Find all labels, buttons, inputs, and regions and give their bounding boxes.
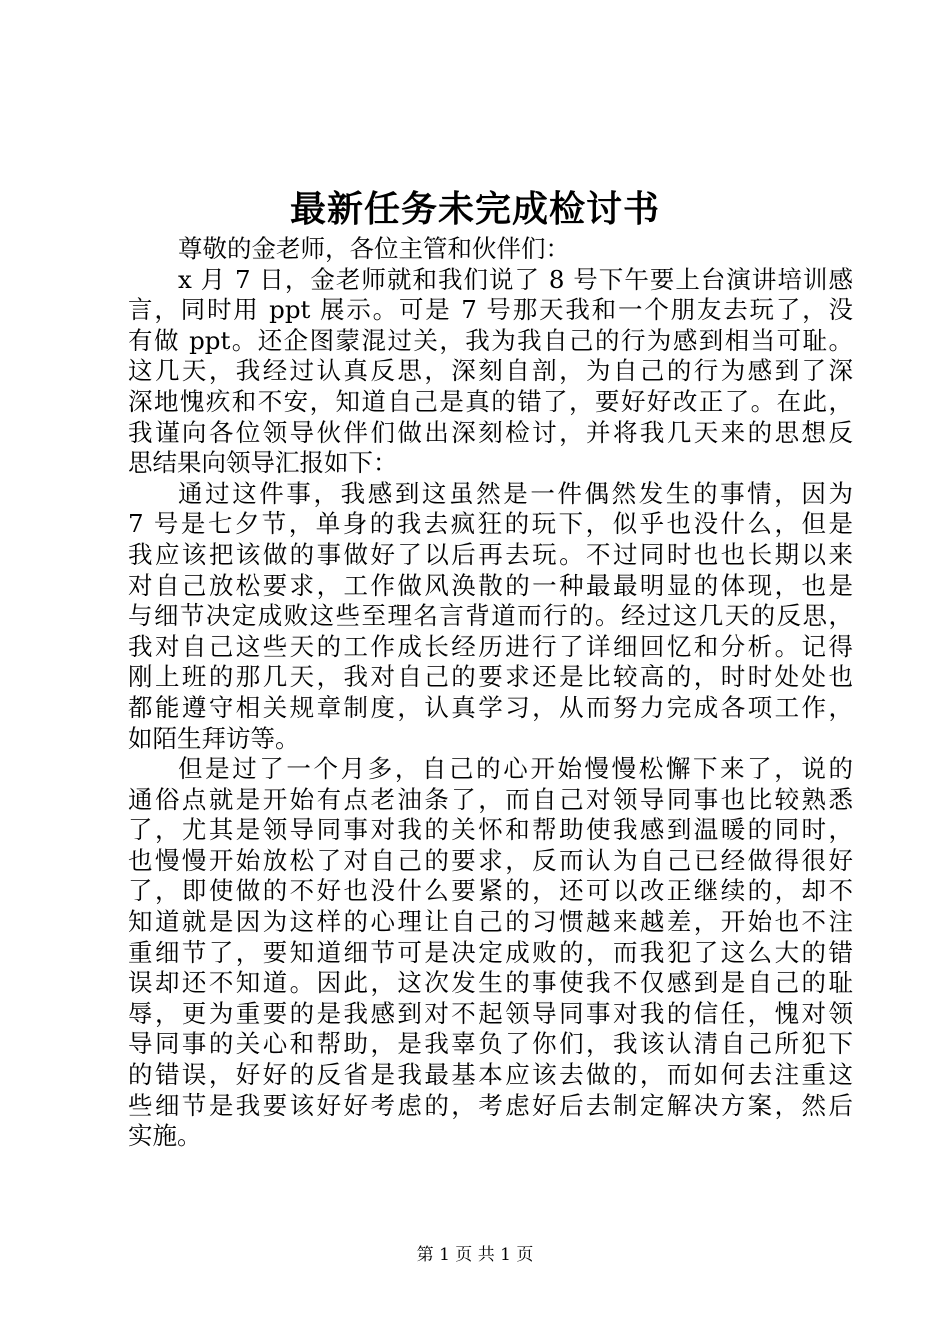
body-line: 知道就是因为这样的心理让自己的习惯越来越差，开始也不注: [128, 907, 853, 937]
body-line: 言，同时用 ppt 展示。可是 7 号那天我和一个朋友去玩了，没: [128, 295, 853, 325]
body-line: 了，尤其是领导同事对我的关怀和帮助使我感到温暖的同时，: [128, 815, 853, 845]
body-line: 我应该把该做的事做好了以后再去玩。不过同时也也长期以来: [128, 539, 853, 569]
body-line: 我对自己这些天的工作成长经历进行了详细回忆和分析。记得: [128, 631, 853, 661]
body-line: 也慢慢开始放松了对自己的要求，反而认为自己已经做得很好: [128, 845, 853, 875]
body-line: 深地愧疚和不安，知道自己是真的错了，要好好改正了。在此，: [128, 386, 853, 416]
document-title: 最新任务未完成检讨书: [289, 188, 660, 230]
body-line: 通俗点就是开始有点老油条了，而自己对领导同事也比较熟悉: [128, 784, 853, 814]
body-line: 但是过了一个月多，自己的心开始慢慢松懈下来了，说的: [178, 754, 853, 784]
body-line: 实施。: [128, 1121, 202, 1151]
body-line: 都能遵守相关规章制度，认真学习，从而努力完成各项工作，: [128, 692, 853, 722]
body-line: 通过这件事，我感到这虽然是一件偶然发生的事情，因为: [178, 478, 853, 508]
body-line: x 月 7 日，金老师就和我们说了 8 号下午要上台演讲培训感: [178, 264, 853, 294]
body-line: 对自己放松要求，工作做风涣散的一种最最明显的体现，也是: [128, 570, 853, 600]
body-line: 思结果向领导汇报如下：: [128, 448, 398, 478]
body-line: 7 号是七夕节，单身的我去疯狂的玩下，似乎也没什么，但是: [128, 509, 853, 539]
body-line: 辱，更为重要的是我感到对不起领导同事对我的信任，愧对领: [128, 998, 853, 1028]
body-line: 我谨向各位领导伙伴们做出深刻检讨，并将我几天来的思想反: [128, 417, 853, 447]
body-line: 尊敬的金老师，各位主管和伙伴们：: [178, 234, 570, 263]
body-line: 有做 ppt。还企图蒙混过关，我为我自己的行为感到相当可耻。: [128, 325, 853, 355]
body-line: 了，即使做的不好也没什么要紧的，还可以改正继续的，却不: [128, 876, 853, 906]
page-footer: 第 1 页 共 1 页: [416, 1245, 534, 1265]
body-line: 重细节了，要知道细节可是决定成败的，而我犯了这么大的错: [128, 937, 853, 967]
body-line: 如陌生拜访等。: [128, 723, 300, 753]
body-line: 刚上班的那几天，我对自己的要求还是比较高的，时时处处也: [128, 662, 853, 692]
document-body: [128, 234, 853, 1152]
body-line: 与细节决定成败这些至理名言背道而行的。经过这几天的反思，: [128, 601, 853, 631]
body-line: 这几天，我经过认真反思，深刻自剖，为自己的行为感到了深: [128, 356, 853, 386]
body-line: 导同事的关心和帮助，是我辜负了你们，我该认清自己所犯下: [128, 1029, 853, 1059]
body-line: 误却还不知道。因此，这次发生的事使我不仅感到是自己的耻: [128, 968, 853, 998]
body-line: 的错误，好好的反省是我最基本应该去做的，而如何去注重这: [128, 1060, 853, 1090]
body-line: 些细节是我要该好好考虑的，考虑好后去制定解决方案，然后: [128, 1090, 853, 1120]
